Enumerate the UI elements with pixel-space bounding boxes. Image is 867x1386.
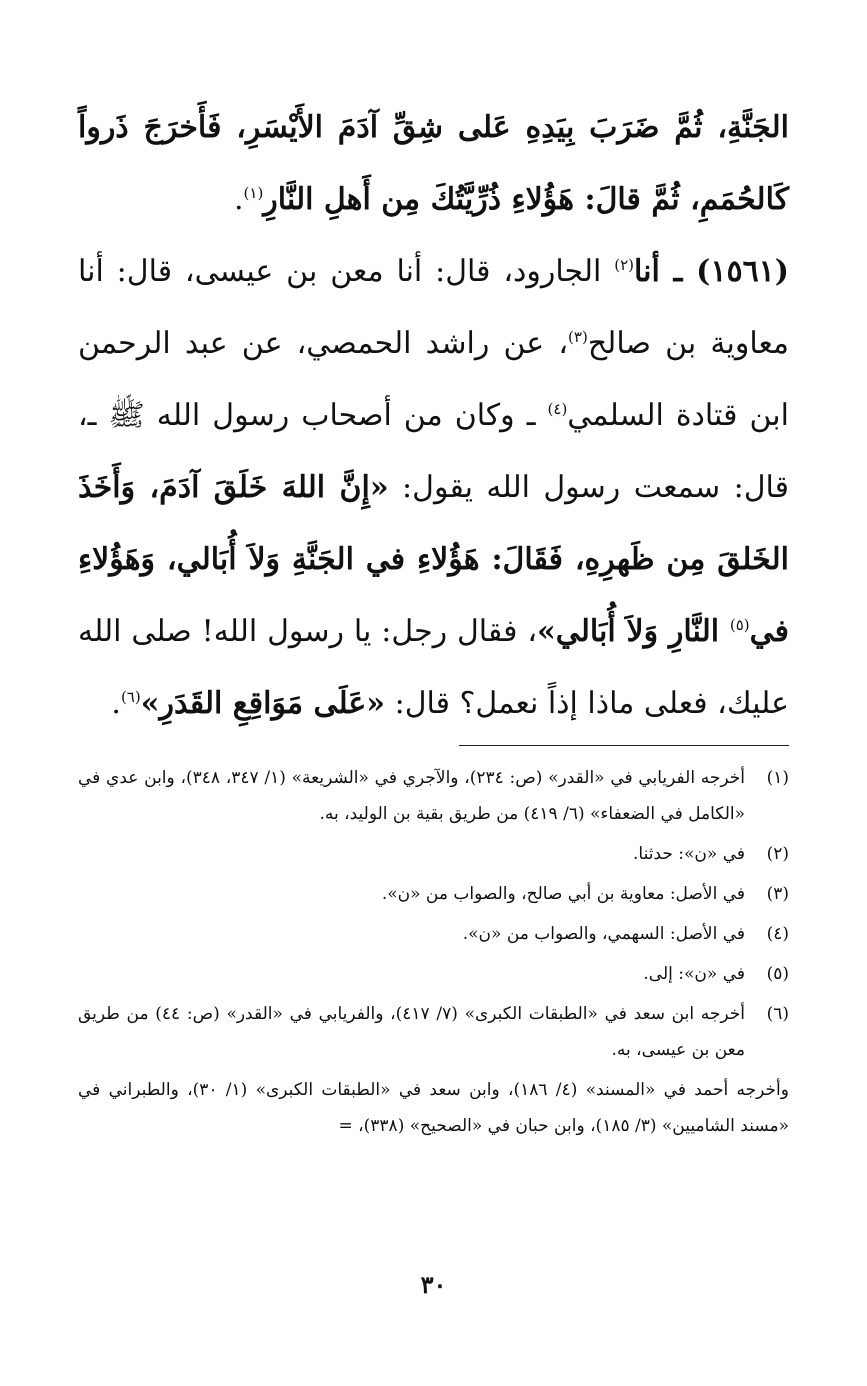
footnotes (78, 760, 789, 1144)
footnote-ref-2: (٢) (614, 256, 634, 274)
hadith-number: (١٥٦١) ـ أنا (634, 254, 789, 289)
isnad-text: الجارود، قال: أنا معن بن عيسى، قال: أنا معاوية بن صالح (78, 254, 789, 361)
footnote-2 (78, 836, 789, 872)
footnote-text: في «ن»: حدثنا. (633, 844, 745, 864)
hadith-quote: «إِنَّ اللهَ خَلَقَ آدَمَ، وَأَخَذَ الخَلقَ مِن ظَهرِهِ، فَقَالَ: هَؤُلاءِ في الجَنَّةِ وَلاَ أُبَالي، وَهَؤُلاءِ في (78, 470, 789, 649)
period: . (111, 686, 121, 721)
period: . (233, 182, 244, 217)
footnote-5 (78, 956, 789, 992)
hadith-quote: النَّارِ وَلاَ أُبَالي» (537, 614, 730, 649)
footnote-ref-1: (١) (243, 184, 264, 202)
footnote-ref-4: (٤) (547, 400, 568, 418)
footnote-number: (٥) (766, 964, 789, 984)
footnote-3 (78, 876, 789, 912)
footnote-number: (٦) (766, 1004, 789, 1024)
footnote-text: في الأصل: السهمي، والصواب من «ن». (462, 924, 745, 944)
footnote-1 (78, 760, 789, 832)
isnad-text: ـ وكان من أصحاب رسول الله ﷺ ـ، قال: سمعت رسول الله يقول: (78, 398, 789, 505)
footnote-text: في الأصل: معاوية بن أبي صالح، والصواب من «ن». (381, 884, 745, 904)
paragraph-hadith-end (78, 92, 789, 236)
footnote-text: أخرجه الفريابي في «القدر» (ص: ٢٣٤)، والآجري في «الشريعة» (١/ ٣٤٧، ٣٤٨)، وابن عدي في «الكامل في الضعفاء» (٦/ ٤١٩) من طريق بقية بن الوليد، به. (78, 768, 746, 824)
footnote-number: (٢) (766, 844, 789, 864)
footnote-number: (١) (766, 768, 789, 788)
footnote-number: (٣) (766, 884, 789, 904)
footnote-text: أخرجه ابن سعد في «الطبقات الكبرى» (٧/ ٤١٧)، والفريابي في «القدر» (ص: ٤٤) من طريق معن بن عيسى، به. (78, 1004, 745, 1060)
isnad-text: ، عن راشد الحمصي، عن عبد الرحمن ابن قتادة السلمي (78, 326, 789, 433)
footnote-text: في «ن»: إلى. (643, 964, 745, 984)
footnote-separator (459, 745, 789, 746)
footnote-6 (78, 996, 789, 1068)
footnote-6-continuation: وأخرجه أحمد في «المسند» (٤/ ١٨٦)، وابن سعد في «الطبقات الكبرى» (١/ ٣٠)، والطبراني في «مسند الشاميين» (٣/ ١٨٥)، وابن حبان في «الصحيح» (٣٣٨)، = (78, 1080, 789, 1136)
page-number: ٣٠ (420, 1270, 447, 1299)
paragraph-hadith-1561 (78, 236, 789, 740)
narration-text: ، فقال رجل: يا رسول الله! صلى الله عليك، فعلى ماذا إذاً نعمل؟ قال: (78, 614, 789, 721)
footnote-ref-3: (٣) (568, 328, 588, 346)
footnote-ref-6: (٦) (120, 688, 141, 706)
hadith-quote: «عَلَى مَوَاقِعِ القَدَرِ» (140, 686, 386, 721)
main-text (78, 92, 789, 740)
footnote-ref-5: (٥) (729, 616, 750, 634)
footnote-4 (78, 916, 789, 952)
footnote-number: (٤) (766, 924, 789, 944)
hadith-text: الجَنَّةِ، ثُمَّ ضَرَبَ بِيَدِهِ عَلى شِقِّ آدَمَ الأَيْسَرِ، فَأَخرَجَ ذَرواً كَالحُمَمِ، ثُمَّ قالَ: هَؤُلاءِ ذُرِّيَّتُكَ مِن أَهلِ النَّارِ (78, 110, 789, 217)
